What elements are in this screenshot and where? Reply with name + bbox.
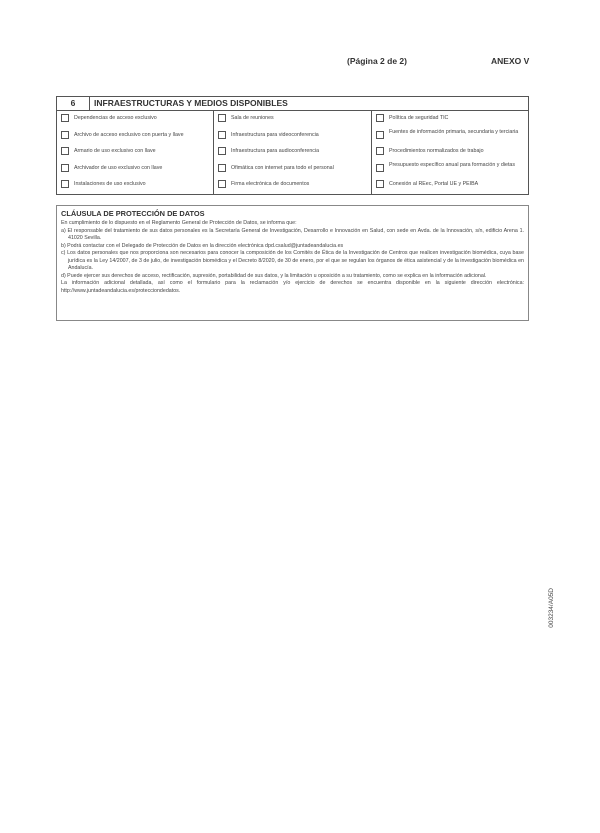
clause-title: CLÁUSULA DE PROTECCIÓN DE DATOS (61, 209, 205, 218)
clause-item-b: b) Podrá contactar con el Delegado de Protección de Datos en la dirección electrónica dpd.csalud@juntadeandalucia.es (61, 242, 344, 249)
checkbox-label: Fuentes de información primaria, secundaria y terciaria (389, 128, 519, 135)
checkbox-item (372, 177, 528, 194)
document-code: 003234/A05D (548, 588, 555, 628)
clause-item-c: c) Los datos personales que nos proporciona son necesarios para conocer la composición de los Comités de Ética de la Investigación de Centros que realicen investigación biomédica, cuya base jurídica es la Ley 14/2007, de 3 de julio, de investigación biomédica y el Decreto 8/2020, de 30 de enero, por el que se regulan los órganos de ética asistencial y de la investigación biomédica en Andalucía. (61, 250, 524, 271)
clause-item-a: a) El responsable del tratamiento de sus datos personales es la Secretaría General de Investigación, Desarrollo e Innovación en Salud, con sede en Avda. de la Innovación, s/n, edificio Arena 1. 41020 Sevilla. (61, 227, 524, 241)
checkbox-item (214, 161, 371, 178)
checkbox-item (214, 144, 371, 161)
checkbox-grid (57, 111, 528, 195)
checkbox-label: Armario de uso exclusivo con llave (74, 148, 156, 155)
checkbox-item (372, 128, 528, 145)
checkbox-item (214, 111, 371, 128)
checkbox[interactable] (61, 114, 69, 122)
checkbox-item (57, 161, 213, 178)
checkbox-label: Ofimática con internet para todo el personal (231, 164, 334, 171)
checkbox[interactable] (218, 180, 226, 188)
checkbox-label: Procedimientos normalizados de trabajo (389, 148, 484, 155)
clause-item-d: d) Puede ejercer sus derechos de acceso, rectificación, supresión, portabilidad de sus datos, y la limitación u oposición a su tratamiento, como se explica en la información adicional. (61, 272, 487, 279)
annex-label: ANEXO V (491, 56, 530, 66)
data-protection-clause (56, 205, 529, 321)
checkbox-label: Política de seguridad TIC (389, 115, 449, 121)
clause-intro: En cumplimiento de lo dispuesto en el Reglamento General de Protección de Datos, se informa que: (61, 220, 297, 226)
checkbox[interactable] (218, 131, 226, 139)
checkbox-item (57, 111, 213, 128)
checkbox-item (214, 128, 371, 145)
checkbox-item (372, 161, 528, 178)
checkbox-label: Firma electrónica de documentos (231, 181, 310, 188)
checkbox-item (372, 111, 528, 128)
checkbox-label: Archivo de acceso exclusivo con puerta y llave (74, 131, 184, 138)
checkbox-label: Presupuesto específico anual para formación y dietas (389, 161, 516, 168)
checkbox-label: Infraestructura para videoconferencia (231, 131, 319, 138)
checkbox-label: Conexión al REec, Portal UE y PEIBA (389, 181, 479, 188)
checkbox-label: Infraestructura para audioconferencia (231, 148, 320, 155)
checkbox-item (57, 128, 213, 145)
checkbox-label: Instalaciones de uso exclusivo (74, 181, 146, 188)
checkbox-item (214, 177, 371, 194)
checkbox[interactable] (376, 131, 384, 139)
checkbox[interactable] (376, 164, 384, 172)
checkbox-item (57, 177, 213, 194)
checkbox[interactable] (376, 147, 384, 155)
checkbox[interactable] (61, 131, 69, 139)
checkbox-column-2 (214, 111, 372, 195)
checkbox[interactable] (218, 147, 226, 155)
clause-footer: La información adicional detallada, así como el formulario para la reclamación y/o ejercicio de derechos se encuentra disponible en la siguiente dirección electrónica: http://www.juntadeandalucia.es/protecciondedatos. (61, 280, 524, 294)
page-header (0, 56, 600, 70)
checkbox-item (372, 144, 528, 161)
checkbox-label: Dependencias de acceso exclusivo (74, 115, 157, 121)
checkbox[interactable] (376, 180, 384, 188)
section-title-row (57, 97, 528, 111)
checkbox-column-3 (372, 111, 528, 195)
checkbox[interactable] (61, 164, 69, 172)
checkbox[interactable] (61, 147, 69, 155)
checkbox-column-1 (57, 111, 214, 195)
infrastructure-section (56, 96, 529, 195)
checkbox-label: Sala de reuniones (231, 115, 274, 121)
checkbox[interactable] (61, 180, 69, 188)
checkbox-label: Archivador de uso exclusivo con llave (74, 164, 163, 171)
checkbox[interactable] (218, 164, 226, 172)
section-title: INFRAESTRUCTURAS Y MEDIOS DISPONIBLES (94, 98, 288, 108)
checkbox-item (57, 144, 213, 161)
section-number: 6 (57, 97, 90, 110)
checkbox[interactable] (218, 114, 226, 122)
page-number: (Página 2 de 2) (347, 56, 407, 66)
checkbox[interactable] (376, 114, 384, 122)
